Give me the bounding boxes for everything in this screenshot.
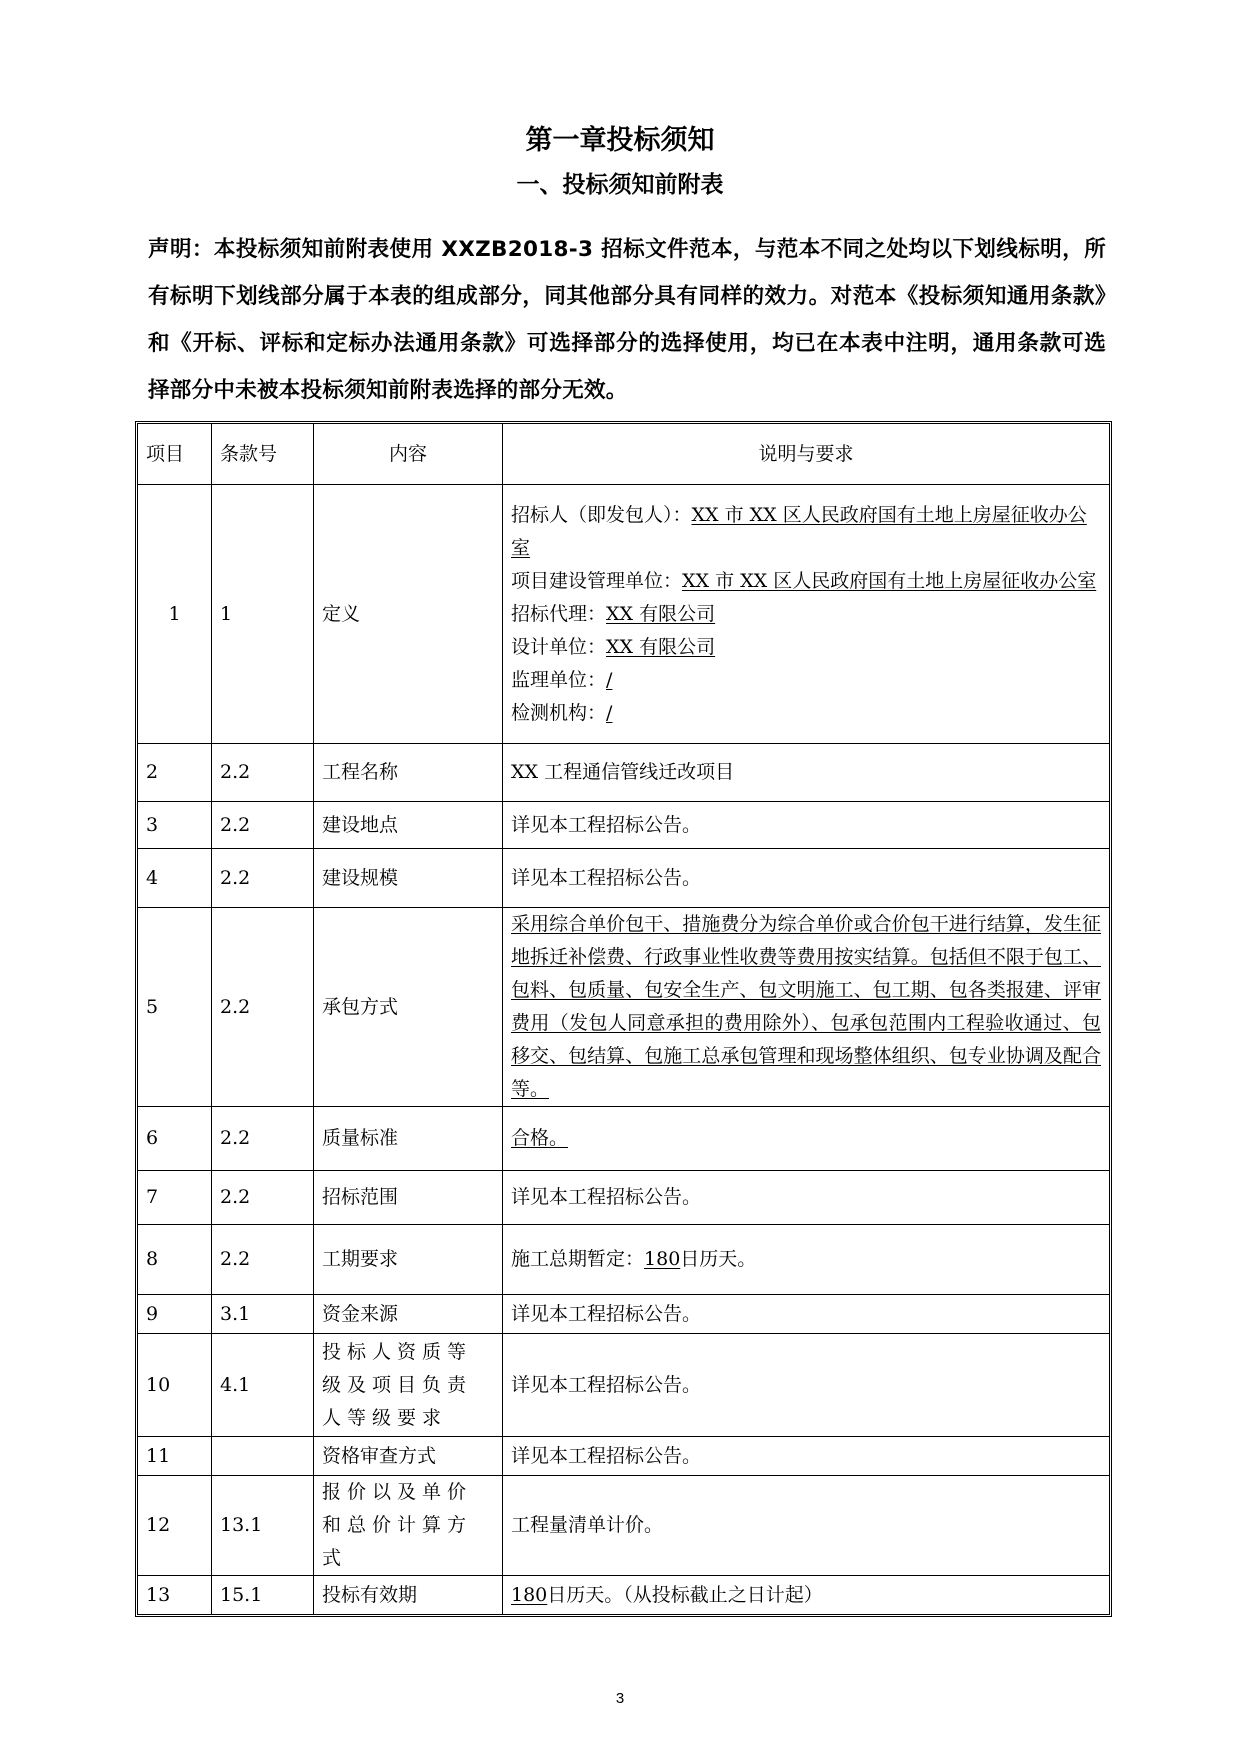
content-cell: 工程名称 <box>314 744 503 802</box>
clause-number: 2.2 <box>212 1171 314 1225</box>
header-content: 内容 <box>314 424 503 485</box>
definition-designer: 设计单位：XX 有限公司 <box>511 635 716 658</box>
table-row <box>138 1295 1109 1334</box>
table-row <box>138 485 1109 744</box>
content-cell: 建设规模 <box>314 849 503 908</box>
definition-agent: 招标代理：XX 有限公司 <box>511 602 716 625</box>
clause-number: 2.2 <box>212 744 314 802</box>
description-cell: 采用综合单价包干、措施费分为综合单价或合价包干进行结算，发生征地拆迁补偿费、行政事业性收费等费用按实结算。包括但不限于包工、包料、包质量、包安全生产、包文明施工、包工期、包各类报建、评审费用（发包人同意承担的费用除外）、包承包范围内工程验收通过、包移交、包结算、包施工总承包管理和现场整体组织、包专业协调及配合等。 <box>503 908 1109 1107</box>
item-number: 9 <box>138 1295 212 1334</box>
table-header-row <box>138 424 1109 485</box>
table-row <box>138 802 1109 849</box>
item-number: 10 <box>138 1334 212 1437</box>
clause-number <box>212 1437 314 1476</box>
bidding-requirements-table <box>135 421 1112 1617</box>
definition-inspector: 检测机构：/ <box>511 701 613 724</box>
table-row <box>138 1437 1109 1476</box>
header-clause: 条款号 <box>212 424 314 485</box>
description-cell <box>503 485 1109 744</box>
definition-supervisor: 监理单位：/ <box>511 668 613 691</box>
clause-number: 2.2 <box>212 908 314 1107</box>
item-number: 12 <box>138 1476 212 1576</box>
clause-number: 3.1 <box>212 1295 314 1334</box>
description-cell: 详见本工程招标公告。 <box>503 849 1109 908</box>
table-row <box>138 1171 1109 1225</box>
clause-number: 15.1 <box>212 1576 314 1614</box>
table-row <box>138 1576 1109 1614</box>
definition-bidder: 招标人（即发包人）：XX 市 XX 区人民政府国有土地上房屋征收办公室 <box>511 503 1087 559</box>
description-cell: 详见本工程招标公告。 <box>503 1295 1109 1334</box>
clause-number: 4.1 <box>212 1334 314 1437</box>
description-cell: 详见本工程招标公告。 <box>503 802 1109 849</box>
description-cell: 详见本工程招标公告。 <box>503 1334 1109 1437</box>
item-number: 2 <box>138 744 212 802</box>
content-cell: 承包方式 <box>314 908 503 1107</box>
description-cell: 180日历天。（从投标截止之日计起） <box>511 1583 823 1606</box>
table-row <box>138 1476 1109 1576</box>
content-cell: 建设地点 <box>314 802 503 849</box>
table-row <box>138 1225 1109 1295</box>
content-cell: 投标人资质等级及项目负责人等级要求 <box>314 1334 503 1437</box>
clause-number: 2.2 <box>212 802 314 849</box>
description-cell: 施工总期暂定：180日历天。 <box>503 1225 1109 1295</box>
item-number: 13 <box>138 1576 212 1614</box>
table-row <box>138 744 1109 802</box>
content-cell: 招标范围 <box>314 1171 503 1225</box>
statement-paragraph: 声明：本投标须知前附表使用 XXZB2018-3 招标文件范本，与范本不同之处均以下划线标明，所有标明下划线部分属于本表的组成部分，同其他部分具有同样的效力。对范本《投标须知通用条款》和《开标、评标和定标办法通用条款》可选择部分的选择使用，均已在本表中注明，通用条款可选择部分中未被本投标须知前附表选择的部分无效。 <box>148 237 1106 403</box>
header-item: 项目 <box>138 424 212 485</box>
clause-number: 13.1 <box>212 1476 314 1576</box>
item-number: 6 <box>138 1107 212 1171</box>
item-number: 7 <box>138 1171 212 1225</box>
item-number: 1 <box>138 485 212 744</box>
content-cell: 定义 <box>314 485 503 744</box>
content-cell: 质量标准 <box>314 1107 503 1171</box>
page-number: 3 <box>615 1690 625 1707</box>
definition-manager: 项目建设管理单位：XX 市 XX 区人民政府国有土地上房屋征收办公室 <box>511 569 1097 592</box>
item-number: 5 <box>138 908 212 1107</box>
table-row <box>138 1107 1109 1171</box>
content-cell: 资格审查方式 <box>314 1437 503 1476</box>
description-cell: 详见本工程招标公告。 <box>503 1171 1109 1225</box>
content-cell: 投标有效期 <box>314 1576 503 1614</box>
table-row <box>138 849 1109 908</box>
chapter-title: 第一章投标须知 <box>525 125 715 156</box>
header-description: 说明与要求 <box>503 424 1109 485</box>
content-cell: 报价以及单价和总价计算方式 <box>314 1476 503 1576</box>
clause-number: 2.2 <box>212 1225 314 1295</box>
table-row <box>138 908 1109 1107</box>
description-cell: XX 工程通信管线迁改项目 <box>503 744 1109 802</box>
item-number: 3 <box>138 802 212 849</box>
item-number: 4 <box>138 849 212 908</box>
description-cell: 合格。 <box>503 1107 1109 1171</box>
section-title: 一、投标须知前附表 <box>516 172 724 198</box>
content-cell: 工期要求 <box>314 1225 503 1295</box>
content-cell: 资金来源 <box>314 1295 503 1334</box>
table-row <box>138 1334 1109 1437</box>
clause-number: 2.2 <box>212 1107 314 1171</box>
clause-number: 2.2 <box>212 849 314 908</box>
item-number: 11 <box>138 1437 212 1476</box>
description-cell: 工程量清单计价。 <box>503 1476 1109 1576</box>
clause-number: 1 <box>212 485 314 744</box>
description-cell: 详见本工程招标公告。 <box>503 1437 1109 1476</box>
item-number: 8 <box>138 1225 212 1295</box>
